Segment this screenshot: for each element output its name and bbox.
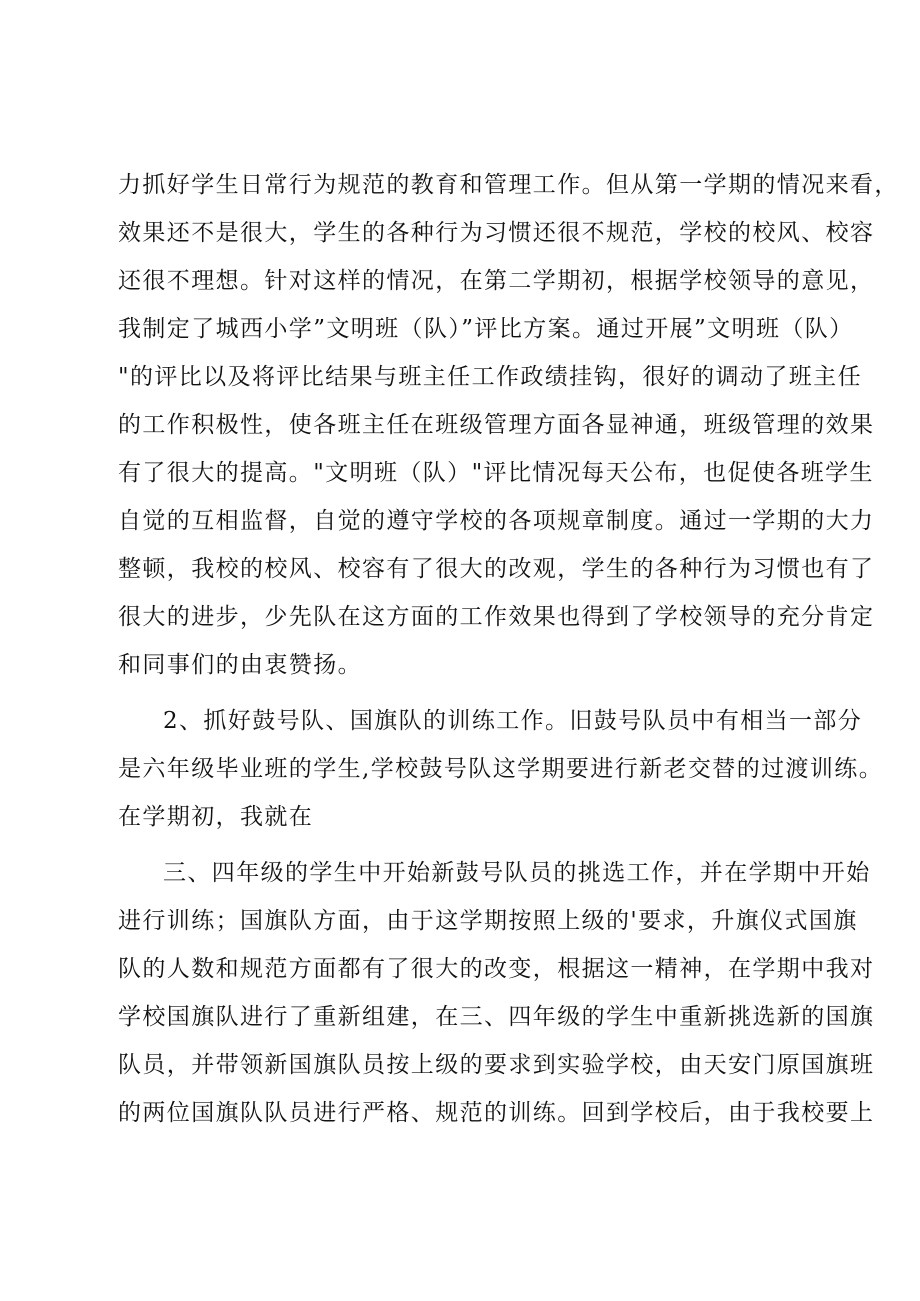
text-line: 在学期初，我就在 bbox=[118, 804, 314, 830]
text-line: 和同事们的由衷赞扬。 bbox=[118, 652, 362, 678]
text-line: 的两位国旗队队员进行严格、规范的训练。回到学校后，由于我校要上 bbox=[118, 1100, 875, 1126]
text-line: 我制定了城西小学”文明班（队）”评比方案。通过开展”文明班（队） bbox=[118, 316, 854, 342]
text-line: 队的人数和规范方面都有了很大的改变，根据这一精神，在学期中我对 bbox=[118, 956, 875, 982]
text-line: 队员，并带领新国旗队员按上级的要求到实验学校，由天安门原国旗班 bbox=[118, 1052, 875, 1078]
text-line: 力抓好学生日常行为规范的教育和管理工作。但从第一学期的情况来看， bbox=[118, 172, 899, 198]
text-line: 进行训练；国旗队方面，由于这学期按照上级的'要求，升旗仪式国旗 bbox=[118, 908, 858, 934]
text-line: 有了很大的提高。"文明班（队）"评比情况每天公布，也促使各班学生 bbox=[118, 460, 874, 486]
paragraph-start-line: 三、四年级的学生中开始新鼓号队员的挑选工作，并在学期中开始 bbox=[163, 860, 871, 886]
text-line: "的评比以及将评比结果与班主任工作政绩挂钩，很好的调动了班主任 bbox=[118, 364, 862, 390]
text-line: 整顿，我校的校风、校容有了很大的改观，学生的各种行为习惯也有了 bbox=[118, 556, 875, 582]
text-line: 学校国旗队进行了重新组建，在三、四年级的学生中重新挑选新的国旗 bbox=[118, 1004, 875, 1030]
text-line: 效果还不是很大，学生的各种行为习惯还很不规范，学校的校风、校容 bbox=[118, 220, 875, 246]
paragraph-start-line: 2、抓好鼓号队、国旗队的训练工作。旧鼓号队员中有相当一部分 bbox=[163, 708, 863, 734]
text-line: 很大的进步，少先队在这方面的工作效果也得到了学校领导的充分肯定 bbox=[118, 604, 875, 630]
text-line: 还很不理想。针对这样的情况，在第二学期初，根据学校领导的意见， bbox=[118, 268, 875, 294]
text-line: 自觉的互相监督，自觉的遵守学校的各项规章制度。通过一学期的大力 bbox=[118, 508, 875, 534]
text-line: 是六年级毕业班的学生,学校鼓号队这学期要进行新老交替的过渡训练。 bbox=[118, 756, 884, 782]
text-line: 的工作积极性，使各班主任在班级管理方面各显神通，班级管理的效果 bbox=[118, 412, 875, 438]
